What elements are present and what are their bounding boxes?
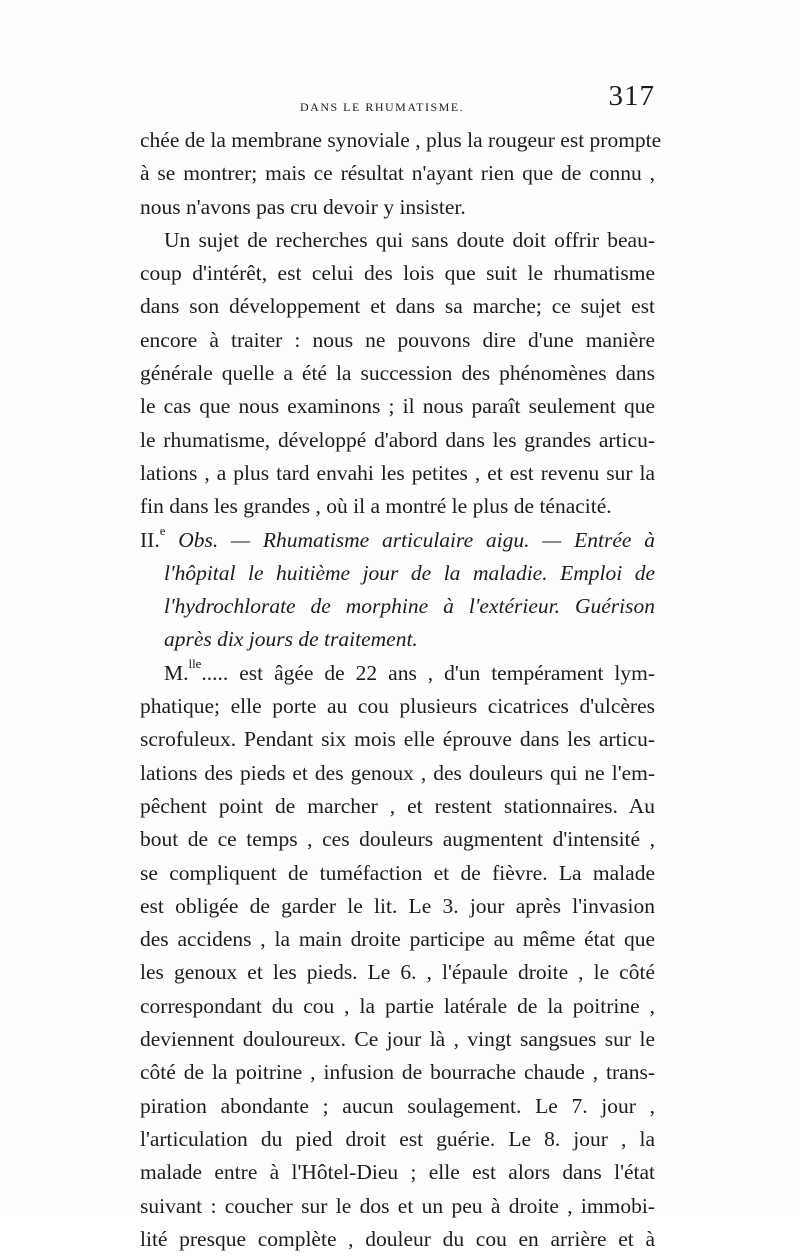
text-line: encore à traiter : nous ne pouvons dire d'une manière bbox=[140, 327, 655, 352]
text-line: chée de la membrane synoviale , plus la rougeur est prompte bbox=[140, 128, 662, 152]
text-line: fin dans les grandes , où il a montré le plus de ténacité. bbox=[140, 494, 612, 519]
observation-heading-line: l'hôpital le huitième jour de la maladie. Emploi de bbox=[164, 560, 655, 585]
patient-intro-line bbox=[140, 657, 655, 690]
text-line: lité presque complète , douleur du cou en arrière et à bbox=[140, 1226, 655, 1251]
text-line: le cas que nous examinons ; il nous paraît seulement que bbox=[140, 394, 655, 419]
text-line: à se montrer; mais ce résultat n'ayant rien que de connu , bbox=[140, 161, 655, 186]
text-line: phatique; elle porte au cou plusieurs cicatrices d'ulcères bbox=[140, 694, 655, 719]
text-line: pêchent point de marcher , et restent stationnaires. Au bbox=[140, 793, 655, 818]
text-line: piration abondante ; aucun soulagement. Le 7. jour , bbox=[140, 1093, 655, 1118]
observation-title: Obs. — Rhumatisme articulaire aigu. — Entrée à bbox=[178, 527, 656, 552]
text-line: suivant : coucher sur le dos et un peu à droite , immobi- bbox=[140, 1193, 655, 1218]
text-line: générale quelle a été la succession des phénomènes dans bbox=[140, 361, 655, 386]
text-line: malade entre à l'Hôtel-Dieu ; elle est alors dans l'état bbox=[140, 1160, 655, 1185]
text-line: deviennent douloureux. Ce jour là , vingt sangsues sur le bbox=[140, 1027, 655, 1052]
text-line: coup d'intérêt, est celui des lois que suit le rhumatisme bbox=[140, 261, 655, 286]
patient-intro-text: ..... est âgée de 22 ans , d'un tempérament lym- bbox=[201, 660, 655, 685]
text-line: le rhumatisme, développé d'abord dans les grandes articu- bbox=[140, 427, 655, 452]
text-line: les genoux et les pieds. Le 6. , l'épaule droite , le côté bbox=[140, 960, 655, 985]
observation-number: II.$^e$ bbox=[140, 523, 166, 552]
text-line: scrofuleux. Pendant six mois elle éprouve dans les articu- bbox=[140, 727, 655, 752]
observation-heading-line: après dix jours de traitement. bbox=[164, 627, 418, 652]
observation-heading-line: l'hydrochlorate de morphine à l'extérieur. Guérison bbox=[164, 594, 655, 619]
text-line: bout de ce temps , ces douleurs augmentent d'intensité , bbox=[140, 827, 655, 852]
text-line: se compliquent de tuméfaction et de fièvre. La malade bbox=[140, 860, 655, 885]
page-header bbox=[140, 80, 655, 120]
text-line: Un sujet de recherches qui sans doute doit offrir beau- bbox=[164, 227, 655, 252]
text-line: lations , a plus tard envahi les petites , et est revenu sur la bbox=[140, 460, 655, 485]
page-number: 317 bbox=[608, 80, 655, 112]
observation-heading-line bbox=[140, 524, 655, 557]
text-line: nous n'avons pas cru devoir y insister. bbox=[140, 194, 466, 219]
body-text bbox=[140, 124, 662, 1256]
text-line: correspondant du cou , la partie latérale de la poitrine , bbox=[140, 993, 655, 1018]
text-line: des accidens , la main droite participe au même état que bbox=[140, 927, 655, 952]
text-line: lations des pieds et des genoux , des douleurs qui ne l'em- bbox=[140, 760, 655, 785]
running-title: DANS LE RHUMATISME. bbox=[300, 100, 465, 114]
text-line: côté de la poitrine , infusion de bourrache chaude , trans- bbox=[140, 1060, 655, 1085]
patient-abbrev: M.$^{lle}$ bbox=[164, 656, 202, 685]
text-line: l'articulation du pied droit est guérie. Le 8. jour , la bbox=[140, 1126, 655, 1151]
text-line: dans son développement et dans sa marche; ce sujet est bbox=[140, 294, 655, 319]
text-line: est obligée de garder le lit. Le 3. jour après l'invasion bbox=[140, 893, 655, 918]
